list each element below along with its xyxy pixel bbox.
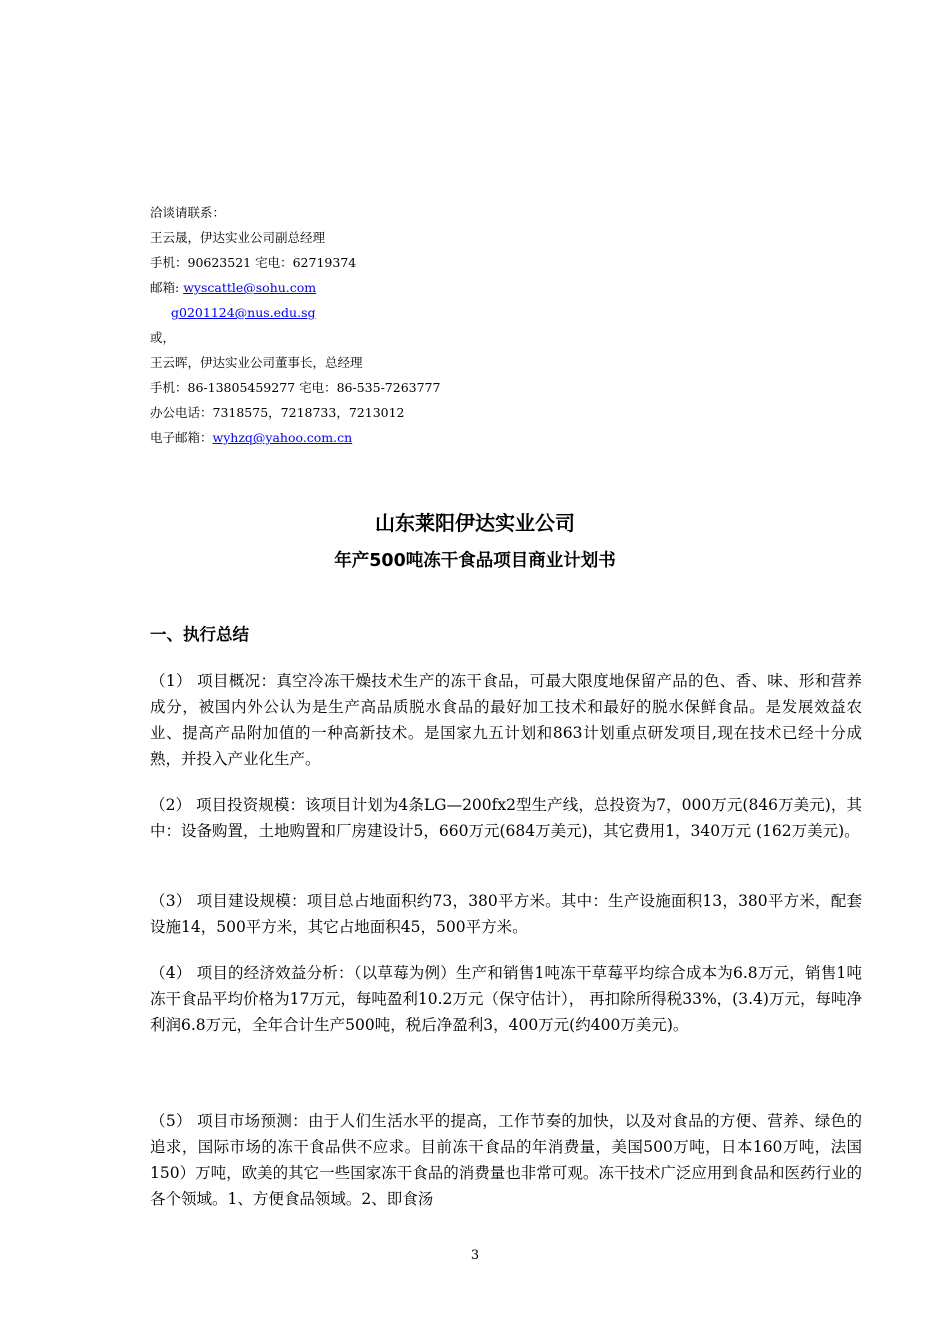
contact-email-line-1 (150, 275, 750, 300)
contact-heading: 洽谈请联系： (150, 205, 226, 220)
email-link-1[interactable]: wyscattle@sohu.com (183, 280, 317, 295)
paragraph-economics: （4） 项目的经济效益分析：（以草莓为例）生产和销售1吨冻干草莓平均综合成本为6.8万元，销售1吨冻干食品平均价格为17万元，每吨盈利10.2万元（保守估计）， 再扣除所得税33%，(3.4)万元，每吨净利润6.8万元，全年合计生产500吨，税后净盈利3，400万元(约400万美元)。 (150, 964, 862, 1034)
email-label-2: 电子邮箱： (150, 430, 213, 445)
paragraph-investment: （2） 项目投资规模：该项目计划为4条LG—200fx2型生产线，总投资为7，000万元(846万美元)，其中：设备购置，土地购置和厂房建设计5，660万元(684万美元)，其它费用1，340万元 (162万美元)。 (150, 796, 862, 840)
contact-email-line-3 (150, 425, 750, 450)
company-title: 山东莱阳伊达实业公司 (375, 511, 575, 535)
paragraph-market: （5） 项目市场预测：由于人们生活水平的提高，工作节奏的加快，以及对食品的方便、营养、绿色的追求，国际市场的冻干食品供不应求。目前冻干食品的年消费量，美国500万吨，日本160万吨，法国150）万吨，欧美的其它一些国家冻干食品的消费量也非常可观。冻干技术广泛应用到食品和医药行业的各个领域。1、方便食品领域。2、即食汤 (150, 1112, 862, 1208)
section-heading: 一、执行总结 (150, 625, 249, 644)
contact-office-phone: 办公电话：7318575，7218733，7213012 (150, 405, 405, 420)
contact-block (150, 200, 750, 450)
contact-or: 或， (150, 330, 176, 345)
contact-phone-2: 手机：86-13805459277 宅电：86-535-7263777 (150, 380, 441, 395)
contact-phone-1: 手机：90623521 宅电：62719374 (150, 255, 357, 270)
contact-email-line-2 (150, 300, 750, 325)
document-title: 年产500吨冻干食品项目商业计划书 (334, 551, 616, 571)
contact-person-1: 王云晟，伊达实业公司副总经理 (150, 230, 326, 245)
paragraph-overview: （1） 项目概况：真空冷冻干燥技术生产的冻干食品，可最大限度地保留产品的色、香、味、形和营养成分，被国内外公认为是生产高品质脱水食品的最好加工技术和最好的脱水保鲜食品。是发展效益农业、提高产品附加值的一种高新技术。是国家九五计划和863计划重点研发项目,现在技术已经十分成熟，并投入产业化生产。 (150, 672, 862, 768)
paragraph-construction: （3） 项目建设规模：项目总占地面积约73，380平方米。其中：生产设施面积13，380平方米，配套设施14，500平方米，其它占地面积45，500平方米。 (150, 892, 862, 936)
email-link-3[interactable]: wyhzq@yahoo.com.cn (212, 430, 353, 445)
contact-person-2: 王云晖，伊达实业公司董事长，总经理 (150, 355, 363, 370)
email-link-2[interactable]: g0201124@nus.edu.sg (171, 305, 316, 320)
email-label: 邮箱: (150, 280, 184, 295)
page-number: 3 (470, 1248, 480, 1263)
